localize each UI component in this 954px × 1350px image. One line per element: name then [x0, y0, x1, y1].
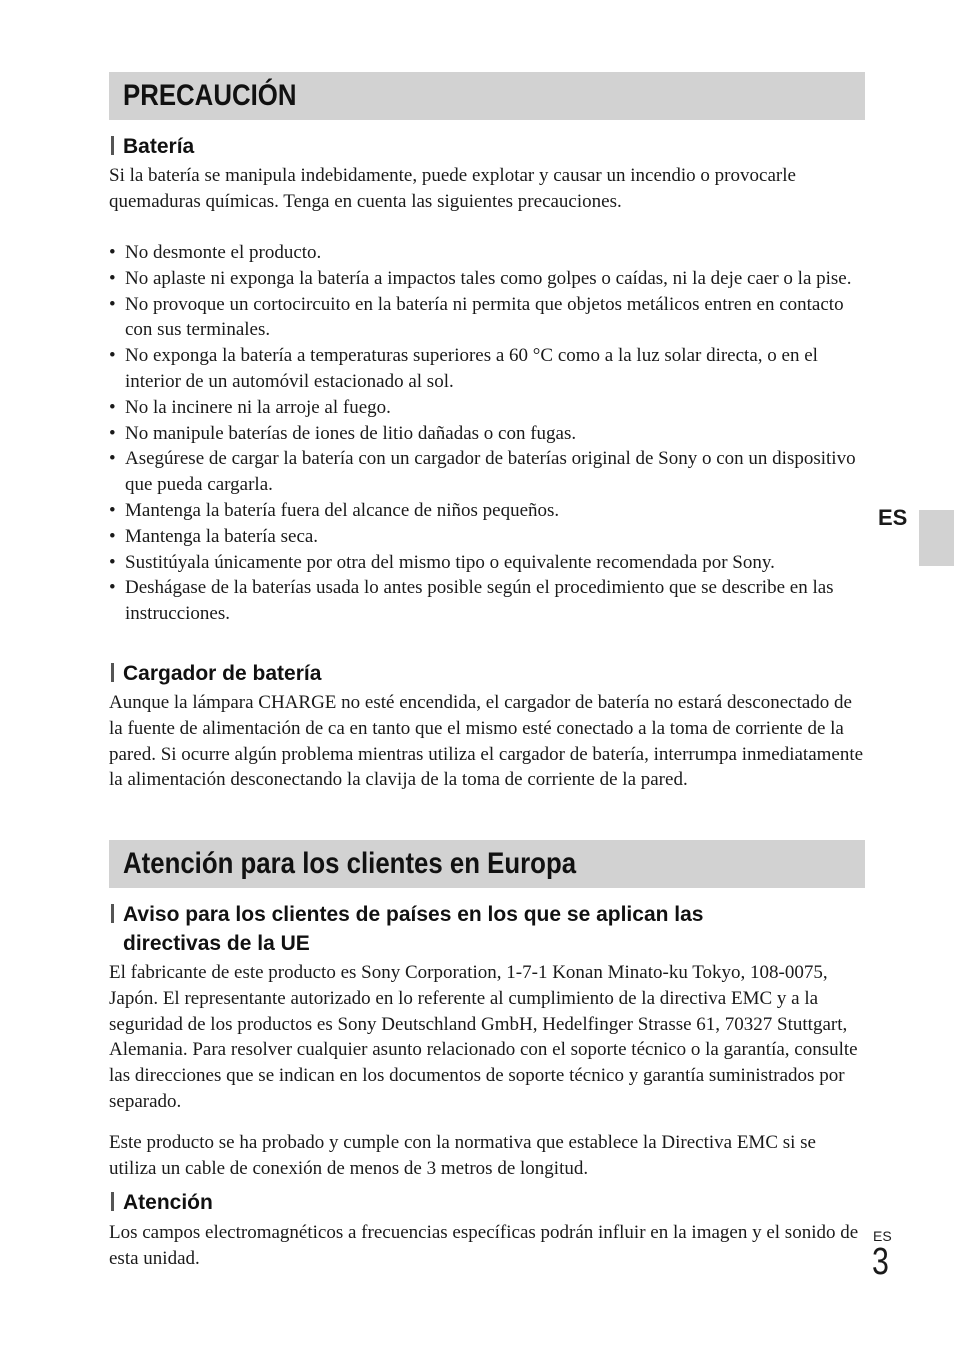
bateria-bullet-item: [109, 343, 865, 395]
bullet-dot-icon: •: [109, 422, 116, 444]
subheading-bateria: Batería: [109, 132, 194, 161]
language-side-tab: [919, 510, 954, 566]
aviso-text-1: El fabricante de este producto es Sony Corporation, 1-7-1 Konan Minato-ku Tokyo, 108-0075, Japón. El representante autorizado en lo referente al cumplimiento de la directiva EMC y a la seguridad de los productos es Sony Deutschland GmbH, Hedelfinger Strasse 61, 70327 Stuttgart, Alemania. Para resolver cualquier asunto relacionado con el soporte técnico o la garantía, consulte las direcciones que se indican en los documentos de soporte técnico y garantía suministrados por separado.: [109, 962, 858, 1112]
bullet-text: Mantenga la batería fuera del alcance de niños pequeños.: [125, 499, 560, 521]
bateria-intro: Si la batería se manipula indebidamente, puede explotar y causar un incendio o provocarle quemaduras químicas. Tenga en cuenta las siguientes precauciones.: [109, 165, 796, 212]
bateria-bullet-item: [109, 266, 865, 292]
bullet-dot-icon: •: [109, 242, 116, 263]
section-title-europa: Atención para los clientes en Europa: [123, 847, 577, 880]
bullet-dot-icon: •: [109, 577, 116, 599]
bateria-bullet-list: [109, 240, 865, 627]
atencion-text: Los campos electromagnéticos a frecuencias específicas podrán influir en la imagen y el sonido de esta unidad.: [109, 1222, 859, 1269]
bullet-dot-icon: •: [109, 448, 116, 470]
bullet-text: No la incinere ni la arroje al fuego.: [125, 396, 391, 418]
bullet-text: No exponga la batería a temperaturas superiores a 60 °C como a la luz solar directa, o en el interior de un automóvil estacionado al sol.: [125, 345, 818, 392]
heading-bar-marker: [111, 1192, 114, 1211]
bullet-dot-icon: •: [109, 396, 116, 418]
section-title-precaucion: PRECAUCIÓN: [123, 79, 297, 112]
heading-bar-marker: [111, 663, 114, 682]
subheading-atencion: Atención: [109, 1188, 213, 1217]
bullet-dot-icon: •: [109, 525, 116, 547]
footer-language-code: ES: [873, 1228, 892, 1244]
heading-bar-marker: [111, 136, 114, 155]
bullet-text: Mantenga la batería seca.: [125, 525, 319, 547]
section-band-precaucion: [109, 72, 865, 120]
bullet-text: No provoque un cortocircuito en la batería ni permita que objetos metálicos entren en contacto con sus terminales.: [125, 293, 844, 341]
subheading-aviso: Aviso para los clientes de países en los que se aplican las directivas de la UE: [109, 900, 703, 958]
bullet-text: Sustitúyala únicamente por otra del mismo tipo o equivalente recomendada por Sony.: [125, 551, 775, 573]
bateria-bullet-item: [109, 240, 865, 266]
subheading-cargador: Cargador de batería: [109, 659, 321, 688]
bateria-bullet-item: [109, 446, 865, 498]
page-number: 3: [872, 1241, 889, 1283]
bateria-bullet-item: [109, 395, 865, 421]
aviso-text-2: Este producto se ha probado y cumple con la normativa que establece la Directiva EMC si se utiliza un cable de conexión de menos de 3 metros de longitud.: [109, 1132, 816, 1179]
bullet-text: No desmonte el producto.: [125, 242, 322, 263]
cargador-text: Aunque la lámpara CHARGE no esté encendida, el cargador de batería no estará desconectado de la fuente de alimentación de ca en tanto que el mismo esté conectado a la toma de corriente de la pared. Si ocurre algún problema mientras utiliza el cargador de batería, interrumpa inmediatamente la alimentación desconectando la clavija de la toma de corriente de la pared.: [109, 692, 864, 791]
bullet-dot-icon: •: [109, 293, 116, 315]
bullet-dot-icon: •: [109, 499, 116, 521]
bullet-text: No aplaste ni exponga la batería a impactos tales como golpes o caídas, ni la deje caer o la pise.: [125, 267, 852, 289]
bullet-text: Asegúrese de cargar la batería con un cargador de baterías original de Sony o con un dispositivo que pueda cargarla.: [125, 448, 856, 496]
bateria-bullet-item: [109, 524, 865, 550]
bullet-dot-icon: •: [109, 267, 116, 289]
bateria-bullet-item: [109, 575, 865, 627]
bateria-bullet-item: [109, 550, 865, 576]
heading-bar-marker: [111, 904, 114, 923]
section-band-europa: [109, 840, 865, 888]
bullet-text: No manipule baterías de iones de litio dañadas o con fugas.: [125, 422, 577, 444]
bateria-bullet-item: [109, 421, 865, 447]
bullet-dot-icon: •: [109, 551, 116, 573]
bullet-dot-icon: •: [109, 345, 116, 367]
language-side-label: ES: [878, 505, 908, 530]
bateria-bullet-item: [109, 498, 865, 524]
bullet-text: Deshágase de la baterías usada lo antes posible según el procedimiento que se describe en las instrucciones.: [125, 577, 834, 625]
bateria-bullet-item: [109, 292, 865, 344]
